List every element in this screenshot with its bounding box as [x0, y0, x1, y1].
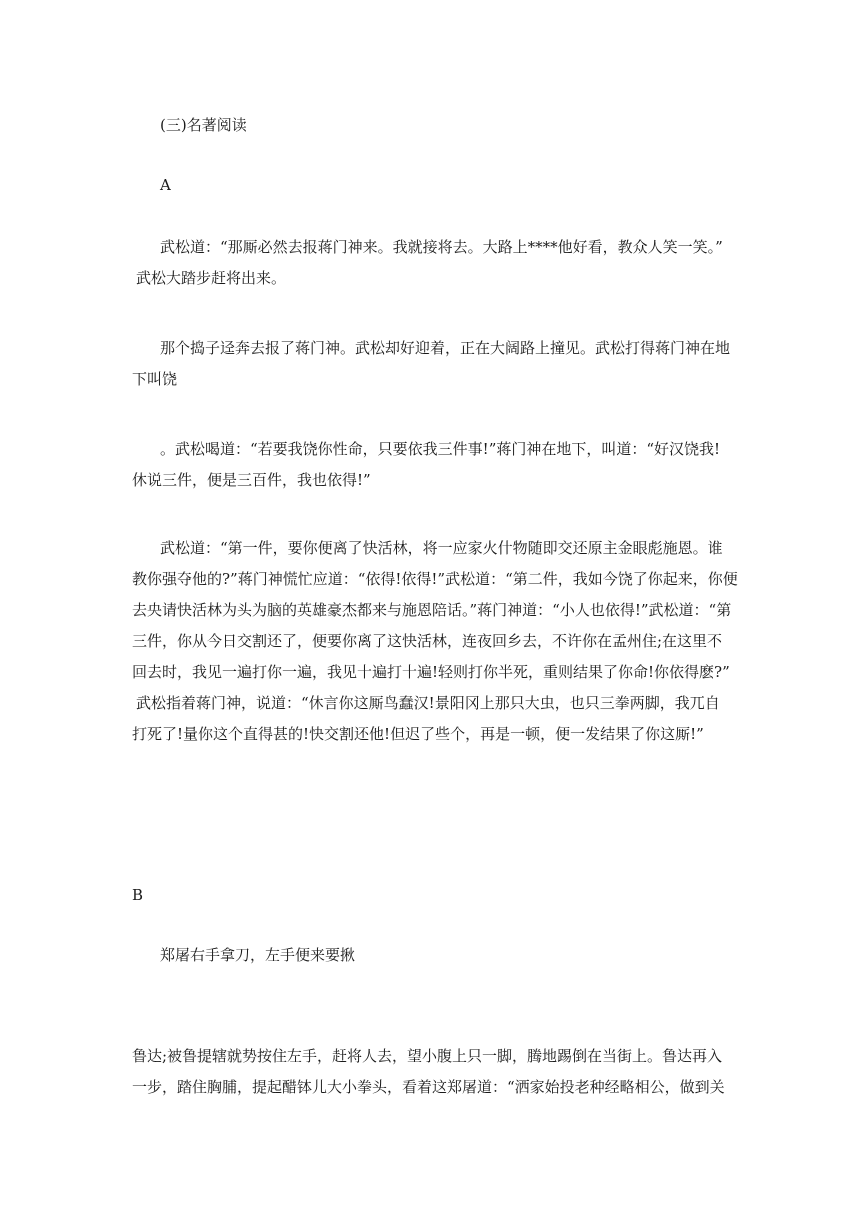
paragraph-line: 去央请快活林为头为脑的英雄豪杰都来与施恩陪话。”蒋门神道：“小人也依得!”武松道：“第 — [132, 601, 732, 619]
paragraph-line: 武松大踏步赶将出来。 — [136, 269, 287, 287]
part-a-label-block — [132, 170, 742, 201]
paragraph-line: 鲁达;被鲁提辖就势按住左手，赶将人去，望小腹上只一脚，腾地踢倒在当街上。鲁达再入 — [132, 1047, 723, 1065]
paragraph-line: 下叫饶 — [132, 370, 178, 388]
paragraph-line: 武松道：“第一件，要你便离了快活林，将一应家火什物随即交还原主金眼彪施恩。谁 — [160, 539, 723, 557]
paragraph-line: 。武松喝道：“若要我饶你性命，只要依我三件事!”蒋门神在地下，叫道：“好汉饶我! — [160, 440, 721, 458]
part-b-label: B — [132, 886, 144, 904]
part-a-paragraph-3 — [132, 434, 742, 496]
part-b-paragraph-2 — [132, 1041, 742, 1103]
paragraph-line: 武松指着蒋门神，说道：“休言你这厮鸟蠢汉!景阳冈上那只大虫，也只三拳两脚，我兀自 — [136, 694, 720, 712]
paragraph-line: 教你强夺他的?”蒋门神慌忙应道：“依得!依得!”武松道：“第二件，我如今饶了你起来，你便 — [132, 570, 738, 588]
paragraph-line: 三件，你从今日交割还了，便要你离了这快活林，连夜回乡去，不许你在孟州住;在这里不 — [132, 632, 723, 650]
part-b-label-block — [132, 880, 742, 911]
part-a-label: A — [160, 176, 171, 194]
section-heading-block — [132, 110, 742, 141]
paragraph-line: 回去时，我见一遍打你一遍，我见十遍打十遍!轻则打你半死，重则结果了你命!你依得麽?” — [132, 663, 730, 681]
part-b-paragraph-1 — [132, 940, 742, 971]
paragraph-line: 一步，踏住胸脯，提起醋钵儿大小拳头，看着这郑屠道：“洒家始投老种经略相公，做到关 — [132, 1078, 725, 1096]
paragraph-line: 休说三件，便是三百件，我也依得!” — [132, 471, 371, 489]
paragraph-line: 郑屠右手拿刀，左手便来要揪 — [160, 946, 356, 964]
paragraph-line: 武松道：“那厮必然去报蒋门神来。我就接将去。大路上****他好看，教众人笑一笑。” — [160, 238, 723, 256]
paragraph-line: 打死了!量你这个直得甚的!快交割还他!但迟了些个，再是一顿，便一发结果了你这厮!” — [132, 725, 704, 743]
part-a-paragraph-4 — [132, 533, 742, 750]
part-a-paragraph-1 — [132, 232, 742, 294]
paragraph-line: 那个捣子迳奔去报了蒋门神。武松却好迎着，正在大阔路上撞见。武松打得蒋门神在地 — [160, 339, 731, 357]
section-heading: (三)名著阅读 — [160, 116, 247, 134]
part-a-paragraph-2 — [132, 333, 742, 395]
